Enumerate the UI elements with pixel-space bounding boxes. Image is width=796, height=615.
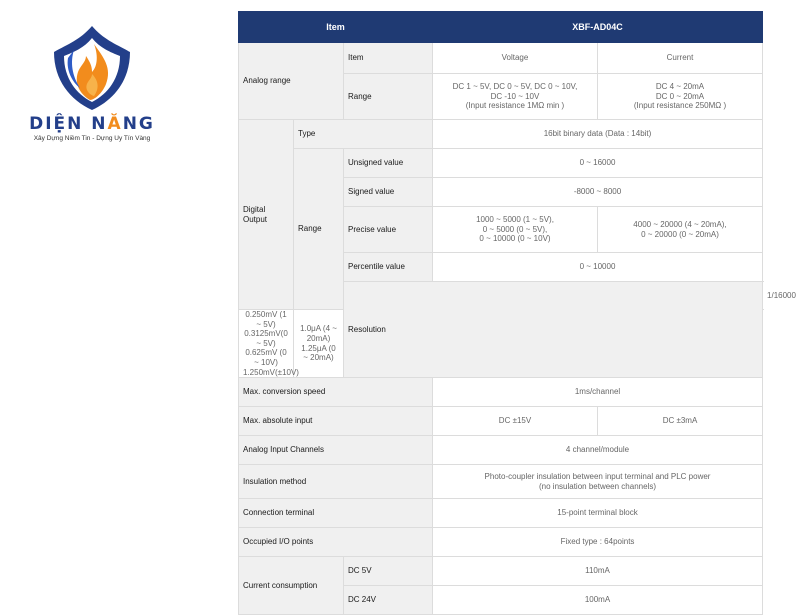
brand-slogan: Xây Dựng Niềm Tin - Dựng Uy Tín Vàng [33,135,151,142]
table-row [239,436,763,465]
absolute-input-voltage: DC ±15V [433,407,598,436]
header-model: XBF-AD04C [433,12,763,43]
analog-range-voltage: DC 1 ~ 5V, DC 0 ~ 5V, DC 0 ~ 10V, DC -10 ~ 10V (Input resistance 1MΩ min ) [433,74,598,120]
channels-label: Analog Input Channels [239,436,433,465]
dc24v-label: DC 24V [344,586,433,615]
resolution-current: 1.0μA (4 ~ 20mA) 1.25μA (0 ~ 20mA) [294,310,344,378]
voltage-heading: Voltage [433,43,598,74]
analog-range-sub-label: Range [344,74,433,120]
precise-voltage: 1000 ~ 5000 (1 ~ 5V), 0 ~ 5000 (0 ~ 5V), 0 ~ 10000 (0 ~ 10V) [433,207,598,253]
precise-label: Precise value [344,207,433,253]
resolution-label: Resolution [344,282,763,378]
range-label: Range [294,149,344,310]
io-points-label: Occupied I/O points [239,528,433,557]
signed-label: Signed value [344,178,433,207]
conversion-speed-label: Max. conversion speed [239,378,433,407]
table-row [239,499,763,528]
dc5v-label: DC 5V [344,557,433,586]
absolute-input-current: DC ±3mA [598,407,763,436]
table-row [239,465,763,499]
table-header-row [239,12,763,43]
analog-range-current: DC 4 ~ 20mA DC 0 ~ 20mA (Input resistance 250MΩ ) [598,74,763,120]
company-logo [22,22,162,147]
resolution-voltage: 0.250mV (1 ~ 5V) 0.3125mV(0 ~ 5V) 0.625mV (0 ~ 10V) 1.250mV(±10V) [239,310,294,378]
io-points-value: Fixed type : 64points [433,528,763,557]
current-consumption-label: Current consumption [239,557,344,615]
absolute-input-label: Max. absolute input [239,407,433,436]
table-row: Resolution 1/16000 [239,282,763,310]
precise-current: 4000 ~ 20000 (4 ~ 20mA), 0 ~ 20000 (0 ~ 20mA) [598,207,763,253]
dc24v-value: 100mA [433,586,763,615]
spec-table [238,11,796,615]
terminal-label: Connection terminal [239,499,433,528]
brand-name: DIỆN NĂNG [29,114,155,134]
flame-shield-icon [50,22,134,112]
signed-value: -8000 ~ 8000 [433,178,763,207]
analog-item-label: Item [344,43,433,74]
analog-range-label: Analog range [239,43,344,120]
table-row [239,120,763,149]
unsigned-value: 0 ~ 16000 [433,149,763,178]
channels-value: 4 channel/module [433,436,763,465]
percentile-value: 0 ~ 10000 [433,253,763,282]
current-heading: Current [598,43,763,74]
percentile-label: Percentile value [344,253,433,282]
table-row [239,43,763,74]
insulation-value: Photo-coupler insulation between input terminal and PLC power (no insulation between channels) [433,465,763,499]
type-value: 16bit binary data (Data : 14bit) [433,120,763,149]
table-row [239,407,763,436]
insulation-label: Insulation method [239,465,433,499]
type-label: Type [294,120,433,149]
dc5v-value: 110mA [433,557,763,586]
header-item: Item [239,12,433,43]
conversion-speed-value: 1ms/channel [433,378,763,407]
unsigned-label: Unsigned value [344,149,433,178]
table-row [239,378,763,407]
digital-output-label: Digital Output [239,120,294,310]
table-row [239,149,763,178]
terminal-value: 15-point terminal block [433,499,763,528]
table-row [239,557,763,586]
table-row [239,528,763,557]
